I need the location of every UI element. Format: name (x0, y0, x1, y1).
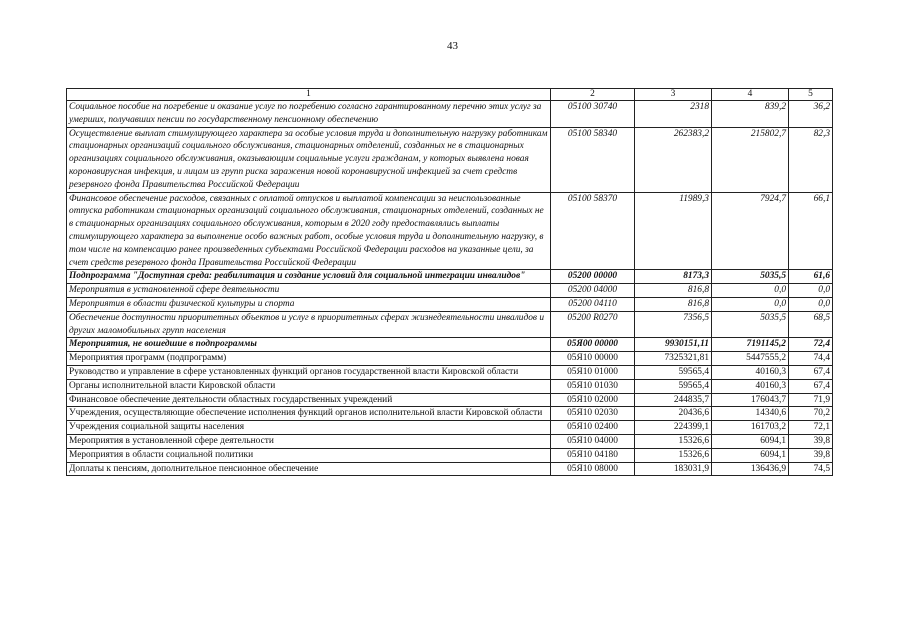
row-percent-cell: 0,0 (789, 284, 833, 298)
row-percent-cell: 70,2 (789, 407, 833, 421)
row-code-cell: 05Я10 02030 (551, 407, 635, 421)
table-row (67, 101, 833, 128)
row-percent-cell: 72,1 (789, 421, 833, 435)
row-planned-cell: 59565,4 (635, 379, 712, 393)
row-planned-cell: 15326,6 (635, 448, 712, 462)
row-planned-cell: 183031,9 (635, 462, 712, 476)
table-row (67, 338, 833, 352)
row-planned-cell: 7325321,81 (635, 352, 712, 366)
row-name-cell: Мероприятия в области социальной политики (67, 448, 551, 462)
column-header-5: 5 (789, 89, 833, 101)
row-planned-cell: 224399,1 (635, 421, 712, 435)
column-header-3: 3 (635, 89, 712, 101)
row-name-cell: Осуществление выплат стимулирующего характера за особые условия труда и дополнительную нагрузку работникам стационарных организаций социального обслуживания, стационарных отделений, созданных не в стационарных организациях социального обслуживания, оказывающим социальные услуги гражданам, у которых выявлена новая коронавирусная инфекция, и лицам из групп риска заражения новой коронавирусной инфекцией за счет средств резервного фонда Правительства Российской Федерации (67, 127, 551, 192)
row-code-cell: 05200 00000 (551, 270, 635, 284)
row-planned-cell: 15326,6 (635, 434, 712, 448)
row-percent-cell: 74,4 (789, 352, 833, 366)
row-executed-cell: 839,2 (712, 101, 789, 128)
row-executed-cell: 0,0 (712, 284, 789, 298)
row-percent-cell: 82,3 (789, 127, 833, 192)
row-code-cell: 05Я10 04000 (551, 434, 635, 448)
table-row (67, 421, 833, 435)
row-code-cell: 05200 04000 (551, 284, 635, 298)
table-row (67, 462, 833, 476)
table-row (67, 127, 833, 192)
row-executed-cell: 14340,6 (712, 407, 789, 421)
row-code-cell: 05Я10 00000 (551, 352, 635, 366)
row-name-cell: Доплаты к пенсиям, дополнительное пенсионное обеспечение (67, 462, 551, 476)
row-code-cell: 05Я10 01030 (551, 379, 635, 393)
row-executed-cell: 5447555,2 (712, 352, 789, 366)
row-code-cell: 05Я10 02400 (551, 421, 635, 435)
row-percent-cell: 71,9 (789, 393, 833, 407)
row-name-cell: Подпрограмма "Доступная среда: реабилитация и создание условий для социальной интеграции инвалидов" (67, 270, 551, 284)
row-executed-cell: 6094,1 (712, 448, 789, 462)
row-code-cell: 05Я10 04180 (551, 448, 635, 462)
row-name-cell: Учреждения социальной защиты населения (67, 421, 551, 435)
row-percent-cell: 72,4 (789, 338, 833, 352)
table-row (67, 284, 833, 298)
row-code-cell: 05Я10 08000 (551, 462, 635, 476)
table-row (67, 270, 833, 284)
table-row (67, 393, 833, 407)
row-name-cell: Мероприятия программ (подпрограмм) (67, 352, 551, 366)
row-percent-cell: 67,4 (789, 379, 833, 393)
budget-table (66, 88, 833, 476)
row-executed-cell: 5035,5 (712, 311, 789, 338)
table-row (67, 379, 833, 393)
row-percent-cell: 66,1 (789, 192, 833, 270)
row-executed-cell: 176043,7 (712, 393, 789, 407)
row-name-cell: Руководство и управление в сфере установленных функций органов государственной власти Кировской области (67, 365, 551, 379)
row-code-cell: 05100 58340 (551, 127, 635, 192)
row-code-cell: 05Я10 02000 (551, 393, 635, 407)
row-executed-cell: 7191145,2 (712, 338, 789, 352)
table-row (67, 352, 833, 366)
row-executed-cell: 5035,5 (712, 270, 789, 284)
table-header-row (67, 89, 833, 101)
row-executed-cell: 7924,7 (712, 192, 789, 270)
table-row (67, 365, 833, 379)
row-name-cell: Мероприятия в установленной сфере деятельности (67, 284, 551, 298)
row-name-cell: Обеспечение доступности приоритетных объектов и услуг в приоритетных сферах жизнедеятельности инвалидов и других маломобильных групп населения (67, 311, 551, 338)
row-code-cell: 05100 58370 (551, 192, 635, 270)
table-row (67, 192, 833, 270)
row-name-cell: Органы исполнительной власти Кировской области (67, 379, 551, 393)
row-executed-cell: 0,0 (712, 297, 789, 311)
row-name-cell: Учреждения, осуществляющие обеспечение исполнения функций органов исполнительной власти Кировской области (67, 407, 551, 421)
row-executed-cell: 40160,3 (712, 379, 789, 393)
row-executed-cell: 40160,3 (712, 365, 789, 379)
row-code-cell: 05100 30740 (551, 101, 635, 128)
row-percent-cell: 36,2 (789, 101, 833, 128)
column-header-4: 4 (712, 89, 789, 101)
table-row (67, 407, 833, 421)
row-name-cell: Мероприятия в области физической культуры и спорта (67, 297, 551, 311)
row-percent-cell: 39,8 (789, 434, 833, 448)
row-planned-cell: 20436,6 (635, 407, 712, 421)
row-percent-cell: 39,8 (789, 448, 833, 462)
column-header-2: 2 (551, 89, 635, 101)
row-name-cell: Мероприятия в установленной сфере деятельности (67, 434, 551, 448)
row-code-cell: 05Я10 01000 (551, 365, 635, 379)
row-name-cell: Финансовое обеспечение деятельности областных государственных учреждений (67, 393, 551, 407)
table-row (67, 434, 833, 448)
row-planned-cell: 7356,5 (635, 311, 712, 338)
row-executed-cell: 6094,1 (712, 434, 789, 448)
row-percent-cell: 67,4 (789, 365, 833, 379)
table-row (67, 297, 833, 311)
row-planned-cell: 262383,2 (635, 127, 712, 192)
row-code-cell: 05Я00 00000 (551, 338, 635, 352)
row-planned-cell: 2318 (635, 101, 712, 128)
row-name-cell: Социальное пособие на погребение и оказание услуг по погребению согласно гарантированному перечню этих услуг за умерших, получавших пенсии по государственному пенсионному обеспечению (67, 101, 551, 128)
row-executed-cell: 215802,7 (712, 127, 789, 192)
table-body (67, 101, 833, 476)
row-percent-cell: 0,0 (789, 297, 833, 311)
row-executed-cell: 161703,2 (712, 421, 789, 435)
row-code-cell: 05200 04110 (551, 297, 635, 311)
row-planned-cell: 816,8 (635, 284, 712, 298)
row-planned-cell: 244835,7 (635, 393, 712, 407)
column-header-1: 1 (67, 89, 551, 101)
row-executed-cell: 136436,9 (712, 462, 789, 476)
row-code-cell: 05200 R0270 (551, 311, 635, 338)
row-planned-cell: 8173,3 (635, 270, 712, 284)
page-number: 43 (447, 40, 458, 52)
row-planned-cell: 59565,4 (635, 365, 712, 379)
row-name-cell: Финансовое обеспечение расходов, связанных с оплатой отпусков и выплатой компенсации за неиспользованные отпуска работникам стационарных организаций социального обслуживания, стационарных отделений, созданных не в стационарных организациях социального обслуживания, которым в 2020 году предоставлялись выплаты стимулирующего характера за выполнение особо важных работ, особые условия труда и дополнительную нагрузку, в том числе на компенсацию ранее произведенных субъектами Российской Федерации расходов на указанные цели, за счет средств резервного фонда Правительства Российской Федерации (67, 192, 551, 270)
row-percent-cell: 68,5 (789, 311, 833, 338)
row-planned-cell: 816,8 (635, 297, 712, 311)
row-percent-cell: 74,5 (789, 462, 833, 476)
row-planned-cell: 9930151,11 (635, 338, 712, 352)
table-row (67, 311, 833, 338)
row-percent-cell: 61,6 (789, 270, 833, 284)
table-row (67, 448, 833, 462)
row-name-cell: Мероприятия, не вошедшие в подпрограммы (67, 338, 551, 352)
row-planned-cell: 11989,3 (635, 192, 712, 270)
